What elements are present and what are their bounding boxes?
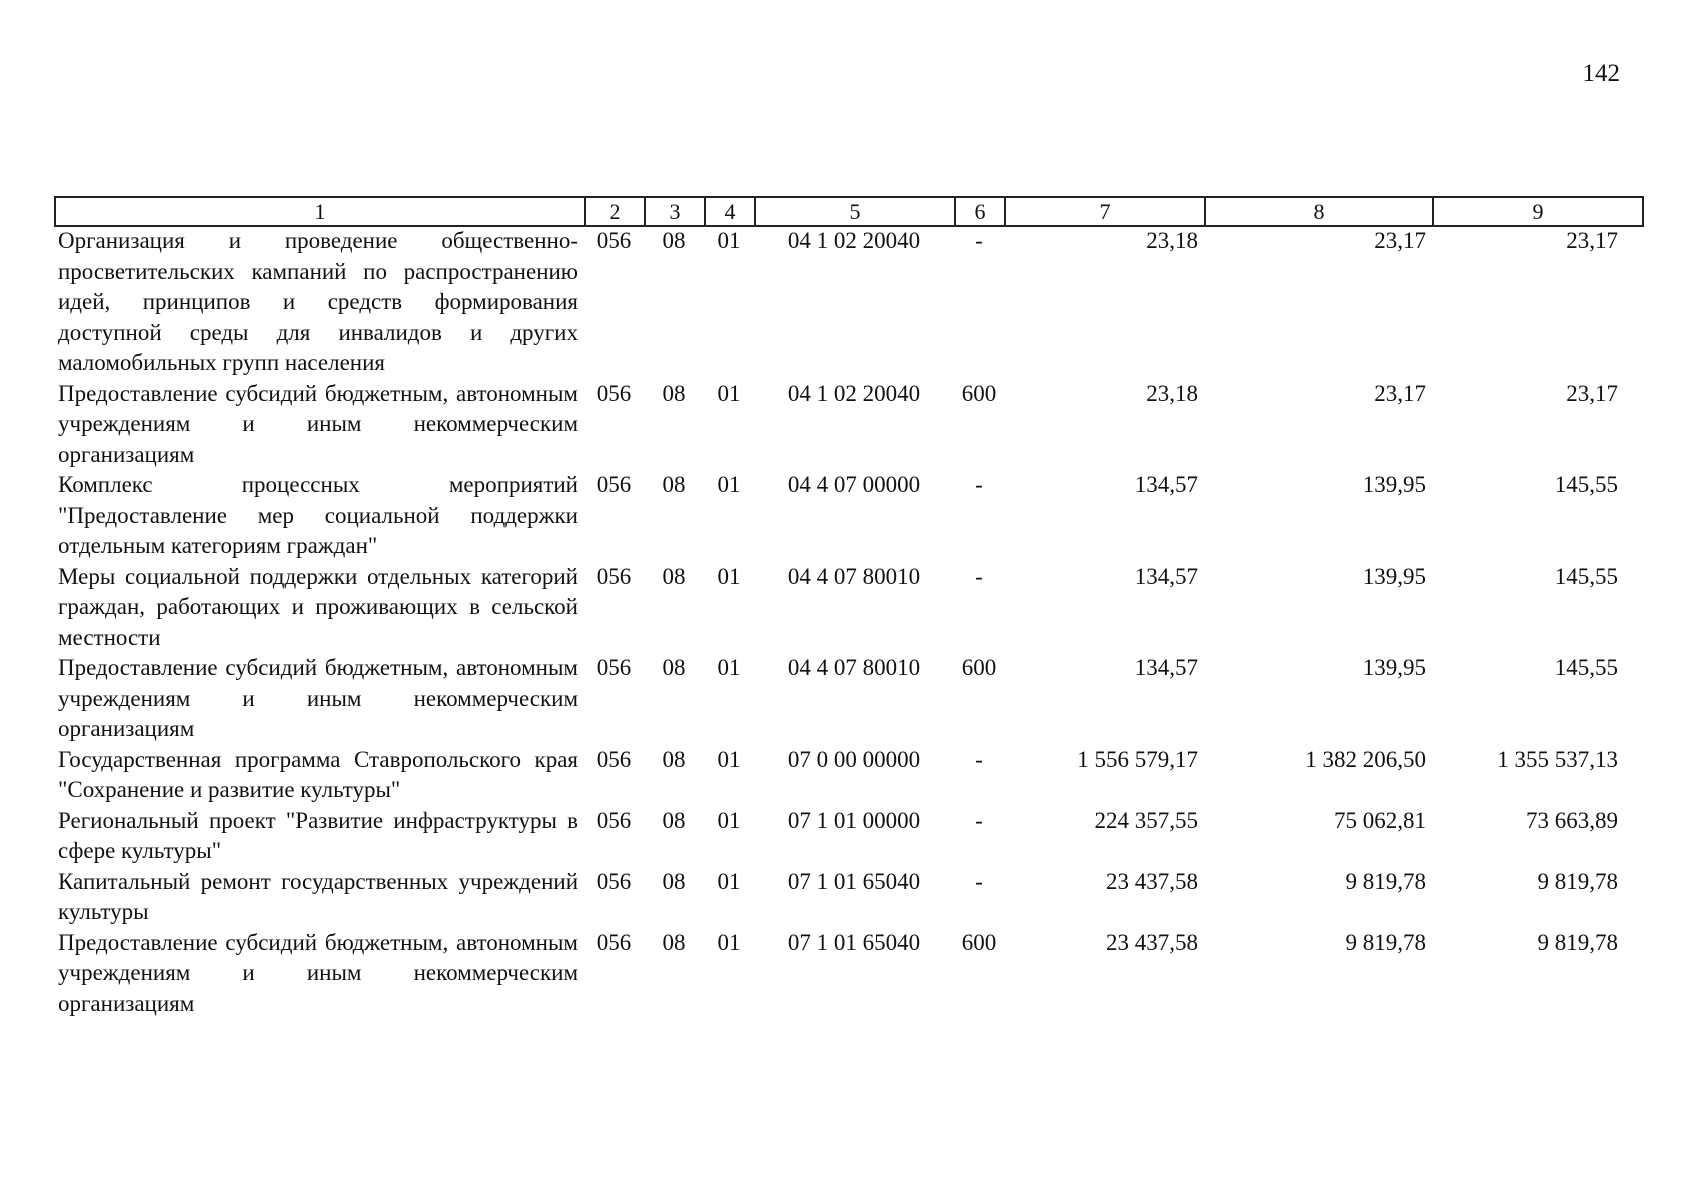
row-vr: 600 <box>961 380 997 406</box>
row-amount-col8: 139,95 <box>1362 472 1426 497</box>
row-csr: 07 1 01 65040 <box>787 868 921 894</box>
row-pr: 01 <box>717 472 741 497</box>
row-rz: 08 <box>662 380 686 406</box>
row-amount-col7: 134,57 <box>1134 655 1198 680</box>
row-pr: 01 <box>717 228 741 253</box>
row-amount-col9: 73 663,89 <box>1526 807 1618 833</box>
header-col-2: 2 <box>585 197 645 226</box>
table-row <box>54 226 1642 379</box>
row-ved: 056 <box>596 563 632 589</box>
row-csr: 07 0 00 00000 <box>787 746 921 772</box>
row-ved: 056 <box>596 655 632 680</box>
row-vr: - <box>975 807 983 833</box>
row-amount-col7: 134,57 <box>1134 472 1198 497</box>
row-pr: 01 <box>717 807 741 833</box>
row-name: Региональный проект "Развитие инфраструктуры в сфере культуры" <box>58 807 578 863</box>
row-rz: 08 <box>662 228 686 253</box>
row-csr: 04 1 02 20040 <box>787 380 921 406</box>
row-pr: 01 <box>717 868 741 894</box>
table-row <box>54 653 1642 745</box>
row-rz: 08 <box>662 929 686 955</box>
row-pr: 01 <box>717 655 741 680</box>
page-number: 142 <box>1582 60 1620 87</box>
row-amount-col8: 139,95 <box>1362 655 1426 680</box>
row-rz: 08 <box>662 868 686 894</box>
row-amount-col8: 23,17 <box>1374 380 1426 406</box>
row-amount-col7: 23 437,58 <box>1106 929 1198 955</box>
row-ved: 056 <box>596 868 632 894</box>
row-csr: 04 4 07 00000 <box>787 472 921 497</box>
row-csr: 04 4 07 80010 <box>787 563 921 589</box>
row-amount-col9: 145,55 <box>1554 472 1618 497</box>
row-ved: 056 <box>596 228 632 253</box>
row-amount-col7: 224 357,55 <box>1094 807 1198 833</box>
table-row <box>54 562 1642 654</box>
row-vr: 600 <box>961 655 997 680</box>
header-col-4: 4 <box>705 197 755 226</box>
row-vr: 600 <box>961 929 997 955</box>
row-amount-col7: 23,18 <box>1146 228 1198 253</box>
row-ved: 056 <box>596 380 632 406</box>
header-col-1: 1 <box>55 197 585 226</box>
table-row <box>54 806 1642 867</box>
row-pr: 01 <box>717 380 741 406</box>
row-name: Предоставление субсидий бюджетным, автономным учреждениям и иным некоммерческим организациям <box>58 655 578 741</box>
row-name: Капитальный ремонт государственных учреждений культуры <box>58 868 578 924</box>
row-amount-col8: 139,95 <box>1362 563 1426 589</box>
row-csr: 04 1 02 20040 <box>787 228 921 253</box>
row-csr: 07 1 01 65040 <box>787 929 921 955</box>
row-vr: - <box>975 868 983 894</box>
row-amount-col9: 145,55 <box>1554 563 1618 589</box>
row-amount-col9: 9 819,78 <box>1537 868 1618 894</box>
row-rz: 08 <box>662 655 686 680</box>
row-amount-col7: 23,18 <box>1146 380 1198 406</box>
row-ved: 056 <box>596 746 632 772</box>
row-vr: - <box>975 563 983 589</box>
row-ved: 056 <box>596 472 632 497</box>
row-pr: 01 <box>717 563 741 589</box>
row-amount-col9: 145,55 <box>1554 655 1618 680</box>
table-row <box>54 928 1642 1020</box>
row-rz: 08 <box>662 746 686 772</box>
row-vr: - <box>975 472 983 497</box>
table-row <box>54 470 1642 562</box>
table-row <box>54 379 1642 471</box>
header-col-8: 8 <box>1205 197 1433 226</box>
row-amount-col9: 1 355 537,13 <box>1497 746 1618 772</box>
row-rz: 08 <box>662 563 686 589</box>
row-amount-col9: 9 819,78 <box>1537 929 1618 955</box>
row-name: Организация и проведение общественно-просветительских кампаний по распространению идей, принципов и средств формирования доступной среды для инвалидов и других маломобильных групп населения <box>58 228 578 375</box>
row-amount-col8: 75 062,81 <box>1334 807 1426 833</box>
header-col-9: 9 <box>1433 197 1643 226</box>
row-vr: - <box>975 746 983 772</box>
row-csr: 04 4 07 80010 <box>787 655 921 680</box>
row-amount-col7: 1 556 579,17 <box>1077 746 1198 772</box>
row-ved: 056 <box>596 807 632 833</box>
row-amount-col8: 23,17 <box>1374 228 1426 253</box>
row-name: Предоставление субсидий бюджетным, автономным учреждениям и иным некоммерческим организациям <box>58 380 578 467</box>
column-number-header <box>54 196 1644 227</box>
row-ved: 056 <box>596 929 632 955</box>
row-vr: - <box>975 228 983 253</box>
table-row <box>54 867 1642 928</box>
row-amount-col9: 23,17 <box>1566 380 1618 406</box>
row-name: Комплекс процессных мероприятий "Предоставление мер социальной поддержки отдельным категориям граждан" <box>58 472 578 558</box>
header-col-3: 3 <box>645 197 705 226</box>
row-rz: 08 <box>662 472 686 497</box>
row-rz: 08 <box>662 807 686 833</box>
row-name: Государственная программа Ставропольского края "Сохранение и развитие культуры" <box>58 746 578 802</box>
row-amount-col7: 23 437,58 <box>1106 868 1198 894</box>
row-amount-col8: 9 819,78 <box>1345 929 1426 955</box>
row-amount-col9: 23,17 <box>1566 228 1618 253</box>
row-amount-col7: 134,57 <box>1134 563 1198 589</box>
header-col-7: 7 <box>1005 197 1205 226</box>
row-amount-col8: 9 819,78 <box>1345 868 1426 894</box>
row-name: Предоставление субсидий бюджетным, автономным учреждениям и иным некоммерческим организациям <box>58 929 578 1016</box>
row-pr: 01 <box>717 929 741 955</box>
budget-table <box>54 226 1642 1019</box>
row-csr: 07 1 01 00000 <box>787 807 921 833</box>
table-row <box>54 745 1642 806</box>
header-col-6: 6 <box>955 197 1005 226</box>
header-col-5: 5 <box>755 197 955 226</box>
row-name: Меры социальной поддержки отдельных категорий граждан, работающих и проживающих в сельской местности <box>58 563 578 650</box>
row-pr: 01 <box>717 746 741 772</box>
row-amount-col8: 1 382 206,50 <box>1305 746 1426 772</box>
